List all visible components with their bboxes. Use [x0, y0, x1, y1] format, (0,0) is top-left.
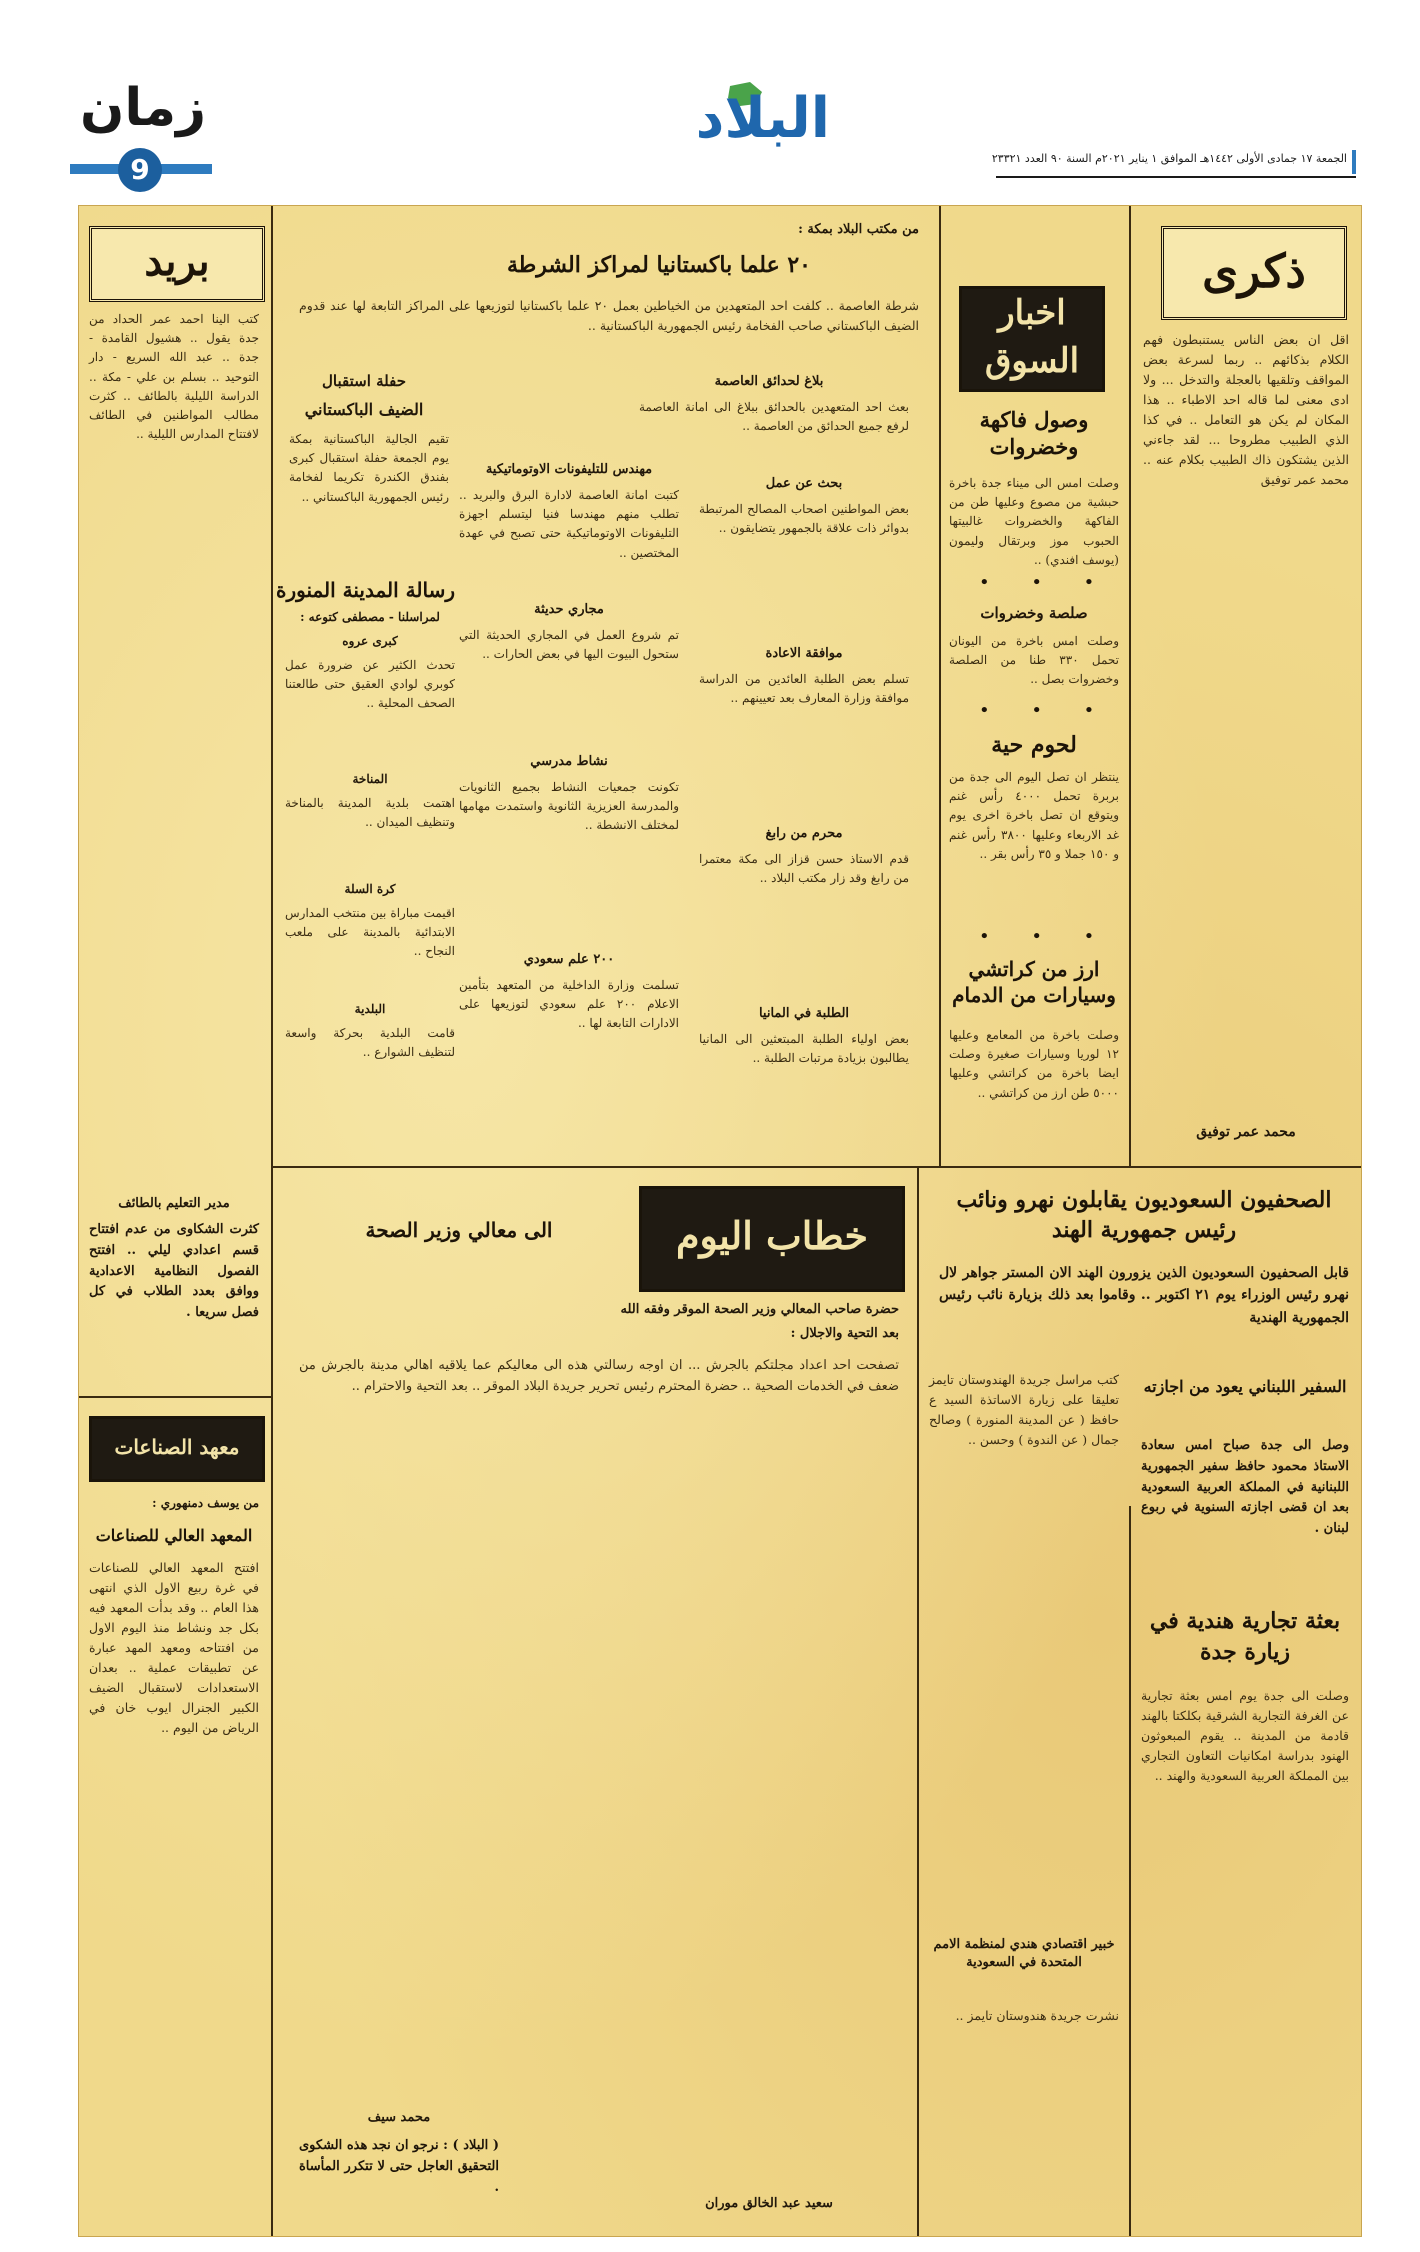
main-sub-gardens: بلاغ لحدائق العاصمة	[714, 374, 824, 389]
column-divider	[1129, 206, 1131, 1166]
main-lead: شرطة العاصمة .. كلفت احد المتعهدين من الخياطين بعمل ٢٠ علما باكستانيا لتوزيعها على المراكز التابعة لها عند قدوم الضيف الباكستاني صاحب الفخامة رئيس الجمهورية الباكستانية ..	[299, 298, 920, 333]
separator-dots: • • •	[979, 700, 1113, 721]
ambassador-body: وصل الى جدة صباح امس سعادة الاستاذ محمود حافظ سفير الجمهورية اللبنانية في المملكة العربية السعودية بعد ان قضى اجازته السنوية في ربوع لبنان .	[1141, 1438, 1349, 1537]
main-sub-germany: الطلبة في المانيا	[758, 1006, 850, 1021]
main-from-line: من مكتب البلاد بمكة :	[798, 222, 919, 237]
madinah-body-basketball: اقيمت مباراة بين منتخب المدارس الابتدائية بالمدينة على ملعب النجاح ..	[285, 906, 455, 959]
main-sub-work: بحث عن عمل	[765, 476, 843, 491]
journalists-sub-2: خبير اقتصادي هندي لمنظمة الامم المتحدة في السعودية	[933, 1937, 1115, 1971]
journalists-body: كتب مراسل جريدة الهندوستان تايمز تعليقا على زيارة الاساتذة السيد ع حافظ ( عن المدينة المنورة ) وصالح جمال ( عن الندوة ) وحسن ..	[929, 1372, 1119, 1447]
logo-text: البلاد	[695, 86, 830, 151]
letter-closing: ( البلاد ) : نرجو ان نجد هذه الشكوى التحقيق العاجل حتى لا تتكرر المأساة .	[299, 2138, 499, 2195]
newspaper-logo	[695, 78, 830, 151]
main-sub-flags: ٢٠٠ علم سعودي	[523, 952, 615, 967]
letter-body: تصفحت احد اعداد مجلتكم بالجرش ... ان اوجه رسالتي هذه الى معاليكم عما يلاقيه اهالي مدينة بالجرش من ضعف في الخدمات الصحية .. حضرة المحترم رئيس تحرير جريدة البلاد الموقر .. بعد التحية والاحترام ..	[299, 1358, 899, 1394]
dateline-accent	[1352, 150, 1356, 174]
madinah-sub-manakha: المناخة	[352, 772, 388, 786]
main-body-school: تكونت جمعيات النشاط بجميع الثانويات والمدرسة العزيزية الثانوية واستمدت مهامها لمختلف الانشطة ..	[459, 780, 679, 833]
journalists-sub: قابل الصحفيون السعوديون الذين يزورون الهند الان المستر جواهر لال نهرو رئيس الوزراء يوم ٢١ اكتوبر .. وقاموا بعد ذلك بزيارة نائب رئيس الجمهورية الهندية	[939, 1265, 1349, 1326]
letter-headline: الى معالي وزير الصحة	[365, 1218, 553, 1242]
trade-headline: بعثة تجارية هندية في زيارة جدة	[1149, 1608, 1341, 1665]
main-body-germany: بعض اولياء الطلبة المبتعثين الى المانيا يطالبون بزيادة مرتبات الطلبة ..	[699, 1032, 909, 1066]
main-sub-sewage: مجاري حديثة	[534, 602, 604, 617]
main-body-reception: تقيم الجالية الباكستانية بمكة يوم الجمعة حفلة استقبال كبرى بفندق الكندرة تكريما لفخامة رئيس الجمهورية الباكستاني ..	[289, 432, 449, 504]
main-body-work: بعض المواطنين اصحاب المصالح المرتبطة بدوائر ذات علاقة بالجمهور يتضايقون ..	[699, 502, 909, 536]
main-body-gardens: بعث احد المتعهدين بالحدائق ببلاغ الى امانة العاصمة لرفع جميع الحدائق من العاصمة ..	[639, 400, 909, 434]
letter-signature-2: سعيد عبد الخالق موران	[705, 2196, 833, 2211]
newspaper-scan	[78, 205, 1362, 2237]
institute-headline: المعهد العالي للصناعات	[95, 1526, 253, 1545]
main-sub-return: موافقة الاعادة	[765, 646, 843, 661]
institute-body: افتتح المعهد العالي للصناعات في غرة ربيع الاول الذي انتهى هذا العام .. وقد بدأت المعهد فيه بكل جد ونشاط منذ اليوم الاول من افتتاحه ومعهد المهد عبارة عن تطبيقات عملية .. بعدان الاستعدادات لاستقبال الضيف الكبير الجنرال ايوب خان في الرياض من اليوم ..	[89, 1560, 259, 1735]
main-body-phones: كتبت امانة العاصمة لادارة البرق والبريد .. تطلب منهم مهندسا فنيا ليتسلم اجهزة التليفونات الاوتوماتيكية حتى تصبح في عهدة المختصين ..	[459, 488, 679, 560]
market-box-title: اخبار السوق	[959, 286, 1105, 392]
column-divider	[939, 206, 941, 1166]
journalists-headline: الصحفيون السعوديون يقابلون نهرو ونائب رئيس جمهورية الهند	[956, 1187, 1332, 1243]
market-headline-fruit: وصول فاكهة وخضروات	[979, 407, 1089, 460]
zikra-body: اقل ان بعض الناس يستنبطون فهم الكلام بذكائهم .. ربما لسرعة بعض المواقف وتلقيها بالعجلة والتدخل ... ولا ادى معنى لما قاله احد الاطباء .. هذا المكان لم يكن هو التعامل .. في كذا الذي الطبيب مطروحا ... لقد جاءني الذين يشتكون ذاك الطبيب بكلام عنه .. محمد عمر توفيق	[1143, 332, 1349, 487]
market-headline-livestock: لحوم حية	[991, 732, 1077, 758]
market-headline-sauce: صلصة وخضروات	[980, 604, 1088, 622]
market-body-livestock: ينتظر ان تصل اليوم الى جدة من بربرة تحمل ٤٠٠٠ رأس غنم ويتوقع ان تصل باخرة اخرى يوم غد الاربعاء وعليها ٣٨٠٠ رأس غنم و ١٥٠ جملا و ٣٥ رأس بقر ..	[949, 770, 1119, 861]
column-divider	[271, 206, 273, 2236]
journalists-body-2: نشرت جريدة هندوستان تايمز ..	[955, 2008, 1119, 2023]
market-body-rice: وصلت باخرة من المعامع وعليها ١٢ لوريا وسيارات صغيرة وصلت ايضا باخرة من كراتشي وعليها ٥٠٠٠ طن ارز من كراتشي ..	[949, 1028, 1119, 1100]
section-divider	[79, 1396, 271, 1398]
dateline: الجمعة ١٧ جمادى الأولى ١٤٤٢هـ الموافق ١ يناير ٢٠٢١م السنة ٩٠ العدد ٢٣٣٢١	[991, 152, 1347, 165]
institute-byline: من يوسف دمنهوري :	[152, 1496, 259, 1510]
letter-greeting: حضرة صاحب المعالي وزير الصحة الموقر وفقه الله	[620, 1302, 899, 1317]
zikra-author: محمد عمر توفيق	[1196, 1124, 1296, 1140]
market-body-sauce: وصلت امس باخرة من اليونان تحمل ٣٣٠ طنا من الصلصة وخضروات بصل ..	[949, 634, 1119, 687]
market-body-fruit: وصلت امس الى ميناء جدة باخرة حبشية من مصوع وعليها طن من الفاكهة والخضروات غالبيتها الحبوب موز وبرتقال وليمون (يوسف افندي) ..	[949, 476, 1119, 567]
trade-body: وصلت الى جدة يوم امس بعثة تجارية عن الغرفة التجارية الشرقية بكلكتا بالهند قادمة من المدينة .. يقوم المبعوثون الهنود بدراسة امكانيات التعاون التجاري بين المملكة العربية السعودية والهند ..	[1141, 1688, 1349, 1783]
section-divider	[273, 1166, 1361, 1168]
zikra-title: ذكرى	[1161, 226, 1347, 320]
column-divider	[1129, 1506, 1131, 2236]
madinah-body-municipality: قامت البلدية بحركة واسعة لتنظيف الشوارع ..	[285, 1026, 455, 1060]
main-body-rabigh: قدم الاستاذ حسن قزاز الى مكة معتمرا من رابغ وقد زار مكتب البلاد ..	[699, 852, 909, 886]
header-rule	[996, 176, 1356, 178]
page-number: 9	[118, 148, 162, 192]
market-headline-rice: ارز من كراتشي وسيارات من الدمام	[952, 957, 1116, 1007]
bareed-title: بريد	[89, 226, 265, 302]
main-sub-guest: الضيف الباكستاني	[304, 400, 424, 419]
letter-greeting-2: بعد التحية والاجلال :	[790, 1326, 899, 1341]
ambassador-headline: السفير اللبناني يعود من اجازته	[1143, 1377, 1347, 1396]
column-divider	[917, 1166, 919, 2236]
main-body-flags: تسلمت وزارة الداخلية من المتعهد بتأمين الاعلام ٢٠٠ علم سعودي لتوزيعها على الادارات التابعة لها ..	[459, 978, 679, 1031]
section-title: زمان	[80, 78, 207, 138]
bareed-body: كتب الينا احمد عمر الحداد من جدة يقول .. هشيول القامدة - جدة .. عبد الله السريع - دار التوحيد .. بسلم بن علي - مكة .. الدراسة الليلية بالطائف .. كثرت مطالب المواطنين في الطائف لافتتاح المدارس الليلية ..	[89, 312, 259, 442]
letter-signature-1: محمد سيف	[367, 2110, 431, 2125]
bareed-sub-body: كثرت الشكاوى من عدم افتتاح قسم اعدادي ليلي .. افتتح الفصول النظامية الاعدادية ووافق بعدد الطلاب في كل فصل سريعا .	[89, 1222, 259, 1321]
main-sub-phones: مهندس للتليفونات الاوتوماتيكية	[485, 462, 653, 477]
main-sub-reception: حفلة استقبال	[322, 372, 406, 390]
madinah-body-manakha: اهتمت بلدية المدينة بالمناخة وتنظيف الميدان ..	[285, 796, 455, 830]
madinah-body-bridge: تحدث الكثير عن ضرورة عمل كوبري لوادي العقيق حتى طالعتنا الصحف المحلية ..	[285, 658, 455, 711]
madinah-headline: رسالة المدينة المنورة	[275, 578, 455, 602]
madinah-sub-bridge: كبرى عروه	[342, 634, 398, 648]
madinah-byline: لمراسلنا - مصطفى كتوعه :	[300, 610, 440, 624]
letter-box-title: خطاب اليوم	[639, 1186, 905, 1292]
madinah-sub-basketball: كرة السلة	[344, 882, 396, 896]
madinah-sub-municipality: البلدية	[354, 1002, 386, 1016]
separator-dots: • • •	[979, 572, 1113, 593]
main-body-return: تسلم بعض الطلبة العائدين من الدراسة موافقة وزارة المعارف بعد تعيينهم ..	[699, 672, 909, 706]
main-sub-rabigh: محرم من رابغ	[765, 826, 843, 841]
institute-box-title: معهد الصناعات	[89, 1416, 265, 1482]
main-body-sewage: تم شروع العمل في المجاري الحديثة التي ستحول البيوت اليها في بعض الحارات ..	[459, 628, 679, 662]
main-sub-school: نشاط مدرسي	[530, 754, 608, 769]
bareed-sub: مدير التعليم بالطائف	[118, 1196, 230, 1211]
main-headline: ٢٠ علما باكستانيا لمراكز الشرطة	[506, 252, 811, 278]
separator-dots: • • •	[979, 926, 1113, 947]
